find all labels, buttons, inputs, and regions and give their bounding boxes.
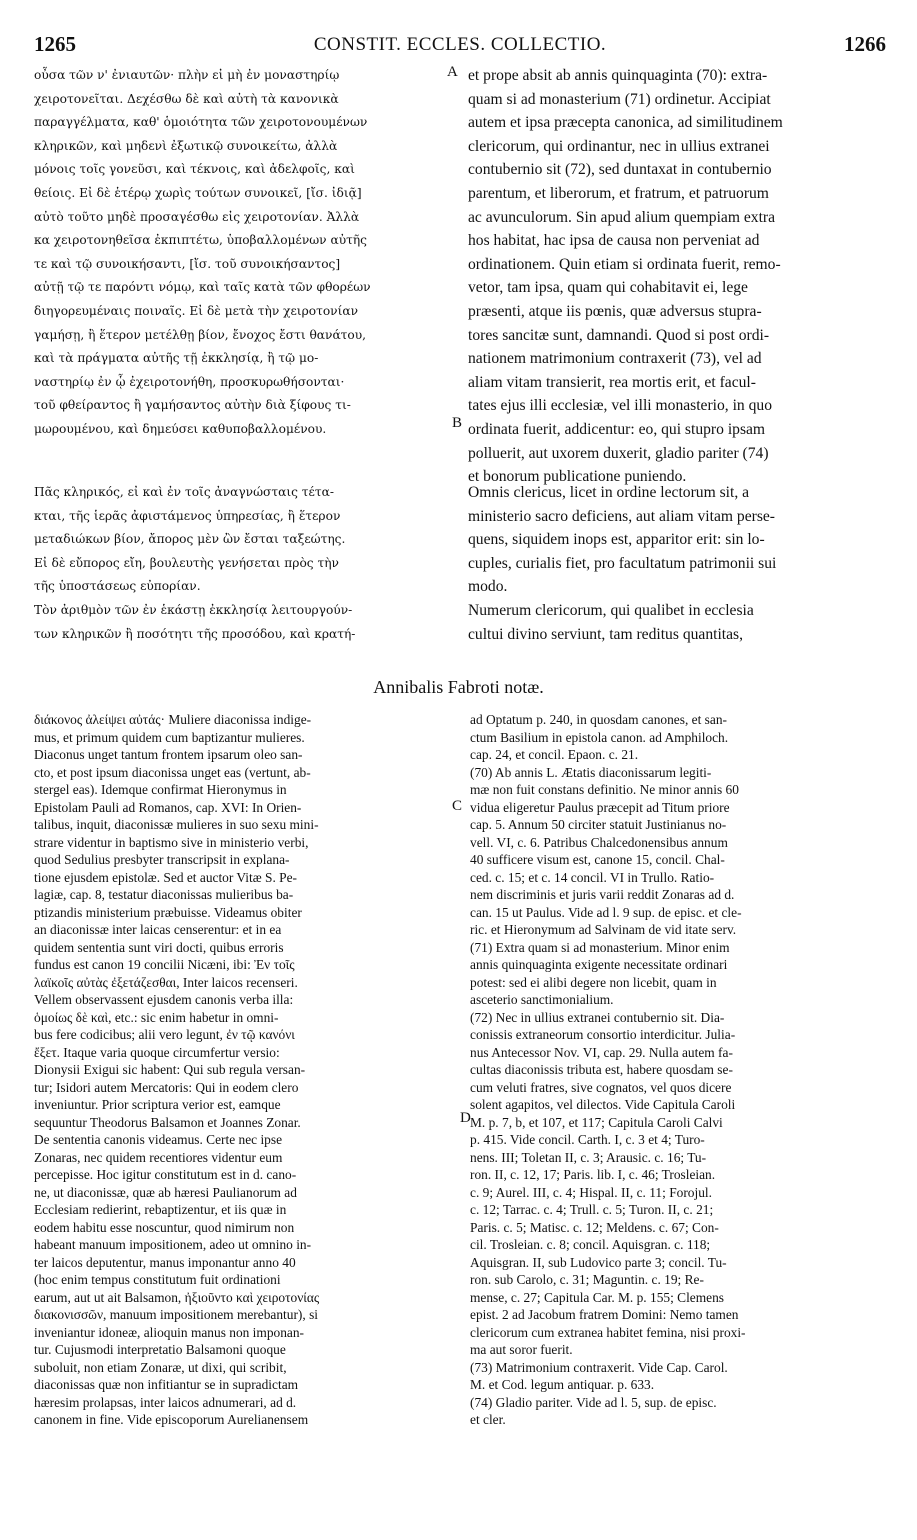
margin-letter-c: C [452,798,463,814]
margin-letter-b: B [452,415,463,431]
page-header [34,32,886,60]
running-title: CONSTIT. ECCLES. COLLECTIO. [313,34,607,55]
notes-heading: Annibalis Fabroti notæ. [373,677,544,697]
page-number-right: 1266 [844,32,886,56]
margin-letter-a: A [447,64,458,80]
notes-column-right: ad Optatum p. 240, in quosdam canones, et san- ctum Basilium in epistola canon. ad Amphiloch. cap. 24, et concil. Epaon. c. 21. (70) Ab annis L. Ætatis diaconissarum legiti- mæ non fuit constans definitio. Ne minor annis 60 vidua eligeretur Paulus præcepit ad Titum priore cap. 5. Annum 50 circiter statuit Justinianus no- vell. VI, c. 6. Patribus Chalcedonensibus annum 40 sufficere visum est, canone 15, concil. Chal- ced. c. 15; et c. 14 concil. VI in Trullo. Ratio- nem discriminis et juris varii reddit Zonaras ad d. can. 15 ut Paulus. Vide ad l. 9 sup. de episc. et cle- ric. et Hieronymum ad Salvinam de vid itate serv. (71) Extra quam si ad monasterium. Minor enim annis quinquaginta exigente necessitate ordinari potest: sed ei alibi degere non licebit, quam in asceterio sanctimonialium. (72) Nec in ullius extranei contubernio sit. Dia- conissis extraneorum consortio interdicitur. Julia- nus Antecessor Nov. VI, cap. 29. Nulla autem fa- cultas diaconissis tributa est, habere quosdam se- cum veluti fratres, sive cognatos, vel quos dicere solent agapitos, vel dilectos. Vide Capitula Caroli M. p. 7, b, et 107, et 117; Capitula Caroli Calvi p. 415. Vide concil. Carth. I, c. 3 et 4; Turo- nens. III; Toletan II, c. 3; Arausic. c. 16; Tu- ron. II, c. 12, 17; Paris. lib. I, c. 46; Trosleian. c. 9; Aurel. III, c. 4; Hispal. II, c. 11; Forojul. c. 12; Tarrac. c. 4; Trull. c. 5; Turon. II, c. 21; Paris. c. 5; Matisc. c. 12; Meldens. c. 67; Con- cil. Trosleian. c. 8; concil. Aquisgran. c. 118; Aquisgran. II, sub Ludovico parte 3; concil. Tu- ron. sub Carolo, c. 31; Maguntin. c. 19; Re- mense, c. 27; Capitula Car. M. p. 155; Clemens epist. 2 ad Jacobum fratrem Domini: Nemo tamen clericorum cum extranea habitet femina, nisi proxi- ma aut soror fuerit. (73) Matrimonium contraxerit. Vide Cap. Carol. M. et Cod. legum antiquar. p. 633. (74) Gladio pariter. Vide ad l. 5, sup. de episc. et cler. [470,712,746,1427]
greek-text-column-2: Πᾶς κληρικός, εἰ καὶ ἐν τοῖς ἀναγνώσταις τέτα- κται, τῆς ἱερᾶς ἀφιστάμενος ὑπηρεσίας, ἢ ἕτερον μεταδιώκων βίον, ἄπορος μὲν ὢν ἔσται ταξεώτης. Εἰ δὲ εὔπορος εἴη, βουλευτὴς γενήσεται πρὸς τὴν τῆς ὑποστάσεως εὐπορίαν. Τὸν ἀριθμὸν τῶν ἐν ἑκάστῃ ἐκκλησίᾳ λειτουργούν- των κληρικῶν ἢ ποσότητι τῆς προσόδου, καὶ κρατή- [34,485,356,641]
notes-column-left: διάκονος ἀλείψει αὐτάς· Muliere diaconissa indige- mus, et primum quidem cum baptizantur mulieres. Diaconus unget tantum frontem ipsarum oleo san- cto, et post ipsum diaconissa unget eas (vertunt, ab- stergel eas). Idemque confirmat Hieronymus in Epistolam Pauli ad Romanos, cap. XVI: In Orien- talibus, inquit, diaconissæ mulieres in suo sexu mini- strare videntur in baptismo sive in ministerio verbi, quod Sedulius presbyter transcripsit in explana- tione ejusdem epistolæ. Sed et auctor Vitæ S. Pe- lagiæ, cap. 8, testatur diaconissas mulieribus ba- ptizandis ministerium præbuisse. Videamus obiter an diaconissæ inter laicas censerentur: et in ea quidem sententia sunt viri docti, quibus erroris fundus est canon 19 concilii Nicæni, ibi: Ἐν τοῖς λαϊκοῖς αὐτὰς ἐξετάζεσθαι, Inter laicos recenseri. Vellem observassent ejusdem canonis verba illa: ὁμοίως δὲ καὶ, etc.: sic enim habetur in omni- bus fere codicibus; alii vero legunt, ἐν τῷ κανόνι ἔξετ. Itaque varia quoque circumfertur versio: Dionysii Exigui sic habent: Qui sub regula versan- tur; Isidori autem Mercatoris: Qui in eodem clero inveniuntur. Prior scriptura verior est, eamque sequuntur Theodorus Balsamon et Joannes Zonar. De sententia canonis videamus. Certe nec ipse Zonaras, nec quidem recentiores videntur eum percepisse. Hoc igitur constitutum est in d. cano- ne, ut diaconissæ, quæ ab hæresi Paulianorum ad Ecclesiam redierint, rebaptizentur, et iis quæ in eodem habitu esse noscuntur, quod nimirum non habeant manuum impositionem, adeo ut omnino in- ter laicos deputentur, manus imponantur anno 40 (hoc enim tempus constitutum fuit ordinationi earum, aut ut ait Balsamon, ἠξιοῦντο καὶ χειροτονίας διακονισσῶν, manuum impositionem merebantur), si inveniantur idoneæ, alioquin manus non imponan- tur. Cujusmodi interpretatio Balsamoni quoque suboluit, non etiam Zonaræ, ut dixi, qui scribit, diaconissas quæ non infitiantur se in supradictam hæresim prolapsas, inter laicos adnumerari, ad d. canonem in fine. Vide episcoporum Aurelianensem [34,712,320,1427]
latin-text-column: et prope absit ab annis quinquaginta (70): extra- quam si ad monasterium (71) ordinetur. Accipiat autem et ipsa præcepta canonica, ad similitudinem clericorum, qui ordinantur, nec in ullius extranei contubernio sit (72), sed duntaxat in contubernio parentum, et liberorum, et fratrum, et patruorum ac avunculorum. Sin apud alium quempiam extra hos habitat, hac ipsa de causa non perveniat ad ordinationem. Quin etiam si ordinata fuerit, remo- vetor, tam ipsa, quam qui cohabitavit ei, lege præsenti, atque iis pœnis, quæ adversus stupra- tores sancitæ sunt, damnandi. Quod si post ordi- nationem matrimonium contraxerit (73), vel ad aliam vitam transierit, rea mortis erit, et facul- tates ejus illi ecclesiæ, vel illi monasterio, in quo ordinata fuerit, addicentur: eo, qui stupro ipsam polluerit, aut uxorem duxerit, gladio pariter (74) et bonorum publicatione puniendo. [468,67,783,486]
latin-text-column-2: Omnis clericus, licet in ordine lectorum sit, a ministerio sacro deficiens, aut aliam vitam perse- quens, siquidem inops est, apparitor erit: sin lo- cuples, curialis fiet, pro facultatum patrimonii sui modo. Numerum clericorum, qui qualibet in ecclesia cultui divino serviunt, tam reditus quantitas, [468,484,777,643]
margin-letter-d: D [460,1110,471,1126]
greek-text-column: οὖσα τῶν ν' ἐνιαυτῶν· πλὴν εἰ μὴ ἐν μοναστηρίῳ χειροτονεῖται. Δεχέσθω δὲ καὶ αὐτὴ τὰ κανονικὰ παραγγέλματα, καθ' ὁμοιότητα τῶν χειροτονουμένων κληρικῶν, καὶ μηδενὶ ἐξωτικῷ συνοικείτω, ἀλλὰ μόνοις τοῖς γονεῦσι, καὶ τέκνοις, καὶ ἀδελφοῖς, καὶ θείοις. Εἰ δὲ ἑτέρῳ χωρὶς τούτων συνοικεῖ, [ἴσ. ἰδιᾷ] αὐτὸ τοῦτο μηδὲ προσαγέσθω εἰς χειροτονίαν. Ἀλλὰ κα χειροτονηθεῖσα ἐκπιπτέτω, ὑποβαλλομένων αὐτῆς τε καὶ τῷ συνοικήσαντι, [ἴσ. τοῦ συνοικήσαντος] αὐτῇ τῷ τε παρόντι νόμῳ, καὶ ταῖς κατὰ τῶν φθορέων διηγορευμέναις ποιναῖς. Εἰ δὲ μετὰ τὴν χειροτονίαν γαμήσῃ, ἢ ἕτερον μετέλθῃ βίον, ἔνοχος ἔστι θανάτου, καὶ τὰ πράγματα αὐτῆς τῇ ἐκκλησίᾳ, ἢ τῷ μο- ναστηρίῳ ἐν ᾧ ἐχειροτονήθη, προσκυρωθήσονται· τοῦ φθείραντος ἢ γαμήσαντος αὐτὴν διὰ ξίφους τι- μωρουμένου, καὶ δημεύσει καθυποβαλλομένου. [34,68,371,436]
page-number-left: 1265 [34,32,76,56]
